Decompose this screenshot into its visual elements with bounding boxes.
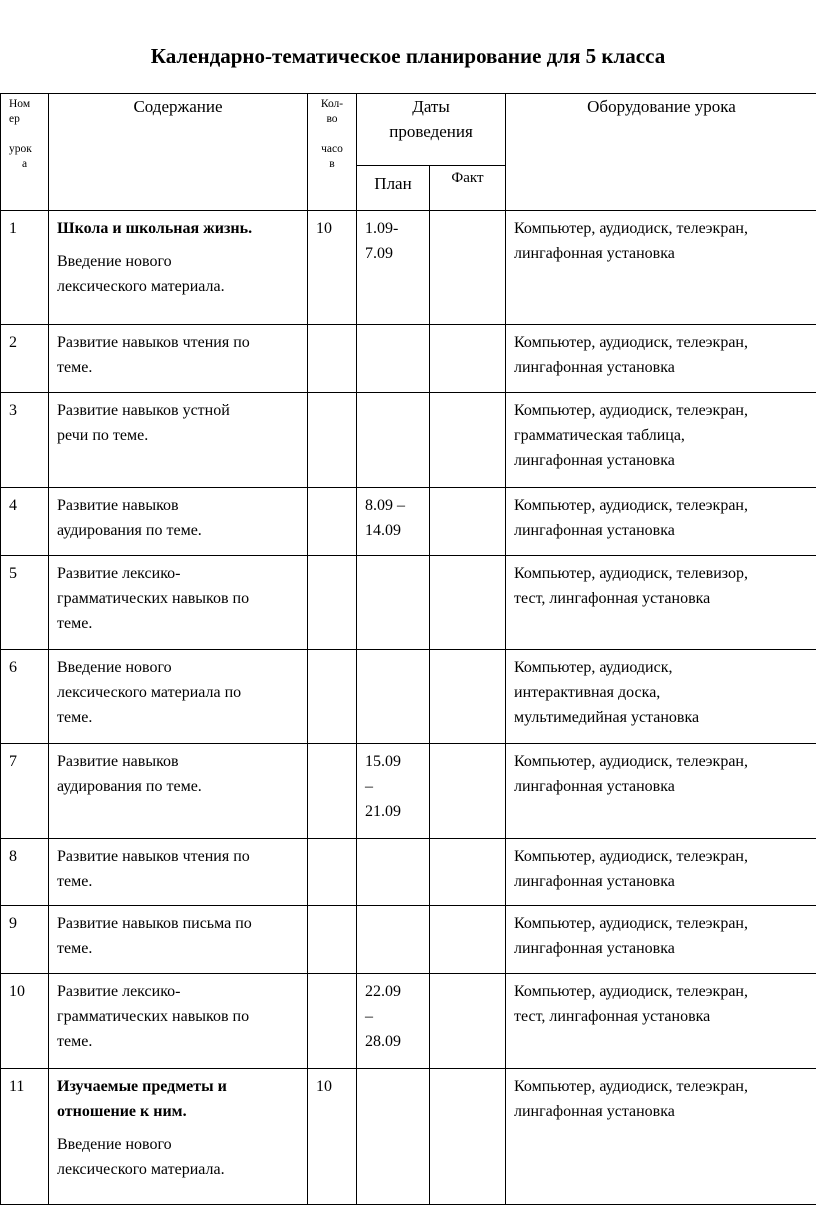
row-equipment: Компьютер, аудиодиск, телевизор, тест, лингафонная установка <box>506 556 816 650</box>
row-plan: 8.09 – 14.09 <box>357 488 430 556</box>
row-hours <box>308 556 357 650</box>
table-row <box>1 488 816 556</box>
planning-table <box>0 93 816 1205</box>
row-plan <box>357 906 430 974</box>
row-fact <box>430 744 506 839</box>
row-number: 2 <box>1 325 49 393</box>
row-number: 11 <box>1 1069 49 1205</box>
page-title: Календарно-тематическое планирование для 5 класса <box>150 44 666 68</box>
header-number: Ном ер урок а <box>1 94 49 211</box>
row-hours <box>308 393 357 488</box>
row-content: Развитие лексико- грамматических навыков по теме. <box>49 556 308 650</box>
row-content: Изучаемые предметы и отношение к ним. Введение нового лексического материала. <box>49 1069 308 1205</box>
row-number: 9 <box>1 906 49 974</box>
row-equipment: Компьютер, аудиодиск, телеэкран, лингафонная установка <box>506 744 816 839</box>
row-content: Развитие лексико- грамматических навыков по теме. <box>49 974 308 1069</box>
row-hours <box>308 488 357 556</box>
row-plan: 1.09- 7.09 <box>357 211 430 325</box>
row-plan <box>357 393 430 488</box>
row-number: 3 <box>1 393 49 488</box>
row-equipment: Компьютер, аудиодиск, телеэкран, лингафонная установка <box>506 839 816 906</box>
row-hours <box>308 906 357 974</box>
row-fact <box>430 488 506 556</box>
table-row <box>1 393 816 488</box>
table-row <box>1 650 816 744</box>
row-content: Развитие навыков чтения по теме. <box>49 325 308 393</box>
row-hours: 10 <box>308 1069 357 1205</box>
header-fact: Факт <box>430 166 506 211</box>
row-fact <box>430 650 506 744</box>
row-equipment: Компьютер, аудиодиск, телеэкран, лингафонная установка <box>506 906 816 974</box>
row-hours <box>308 650 357 744</box>
row-plan <box>357 1069 430 1205</box>
row-fact <box>430 556 506 650</box>
row-plan <box>357 839 430 906</box>
row-number: 8 <box>1 839 49 906</box>
row-fact <box>430 211 506 325</box>
row-plan: 22.09 – 28.09 <box>357 974 430 1069</box>
header-plan: План <box>357 166 430 211</box>
table-row <box>1 974 816 1069</box>
row-content: Школа и школьная жизнь. Введение нового лексического материала. <box>49 211 308 325</box>
row-number: 10 <box>1 974 49 1069</box>
row-number: 1 <box>1 211 49 325</box>
table-row <box>1 906 816 974</box>
row-fact <box>430 325 506 393</box>
row-plan: 15.09 – 21.09 <box>357 744 430 839</box>
row-fact <box>430 1069 506 1205</box>
row-content: Развитие навыков аудирования по теме. <box>49 744 308 839</box>
row-equipment: Компьютер, аудиодиск, телеэкран, лингафонная установка <box>506 488 816 556</box>
row-number: 4 <box>1 488 49 556</box>
row-content: Развитие навыков письма по теме. <box>49 906 308 974</box>
row-plan <box>357 556 430 650</box>
table-row <box>1 839 816 906</box>
row-hours <box>308 974 357 1069</box>
row-fact <box>430 974 506 1069</box>
row-equipment: Компьютер, аудиодиск, телеэкран, тест, лингафонная установка <box>506 974 816 1069</box>
row-equipment: Компьютер, аудиодиск, телеэкран, лингафонная установка <box>506 1069 816 1205</box>
table-row <box>1 744 816 839</box>
row-hours <box>308 839 357 906</box>
row-equipment: Компьютер, аудиодиск, телеэкран, лингафонная установка <box>506 325 816 393</box>
row-content: Введение нового лексического материала по теме. <box>49 650 308 744</box>
row-plan <box>357 325 430 393</box>
row-equipment: Компьютер, аудиодиск, телеэкран, грамматическая таблица, лингафонная установка <box>506 393 816 488</box>
header-row <box>1 94 816 166</box>
header-hours: Кол- во часо в <box>308 94 357 211</box>
row-content: Развитие навыков устной речи по теме. <box>49 393 308 488</box>
table-row <box>1 211 816 325</box>
header-content: Содержание <box>49 94 308 211</box>
header-dates: Даты проведения <box>357 94 506 166</box>
row-content: Развитие навыков аудирования по теме. <box>49 488 308 556</box>
row-number: 7 <box>1 744 49 839</box>
row-number: 6 <box>1 650 49 744</box>
table-row <box>1 325 816 393</box>
row-equipment: Компьютер, аудиодиск, интерактивная доска, мультимедийная установка <box>506 650 816 744</box>
row-number: 5 <box>1 556 49 650</box>
header-equipment: Оборудование урока <box>506 94 816 211</box>
topic-title: Школа и школьная жизнь. <box>57 220 253 237</box>
row-fact <box>430 906 506 974</box>
topic-title: Изучаемые предметы и отношение к ним. <box>57 1078 227 1120</box>
row-fact <box>430 393 506 488</box>
row-content: Развитие навыков чтения по теме. <box>49 839 308 906</box>
row-fact <box>430 839 506 906</box>
table-row <box>1 1069 816 1205</box>
table-row <box>1 556 816 650</box>
row-hours: 10 <box>308 211 357 325</box>
row-hours <box>308 325 357 393</box>
row-equipment: Компьютер, аудиодиск, телеэкран, лингафонная установка <box>506 211 816 325</box>
row-plan <box>357 650 430 744</box>
row-hours <box>308 744 357 839</box>
